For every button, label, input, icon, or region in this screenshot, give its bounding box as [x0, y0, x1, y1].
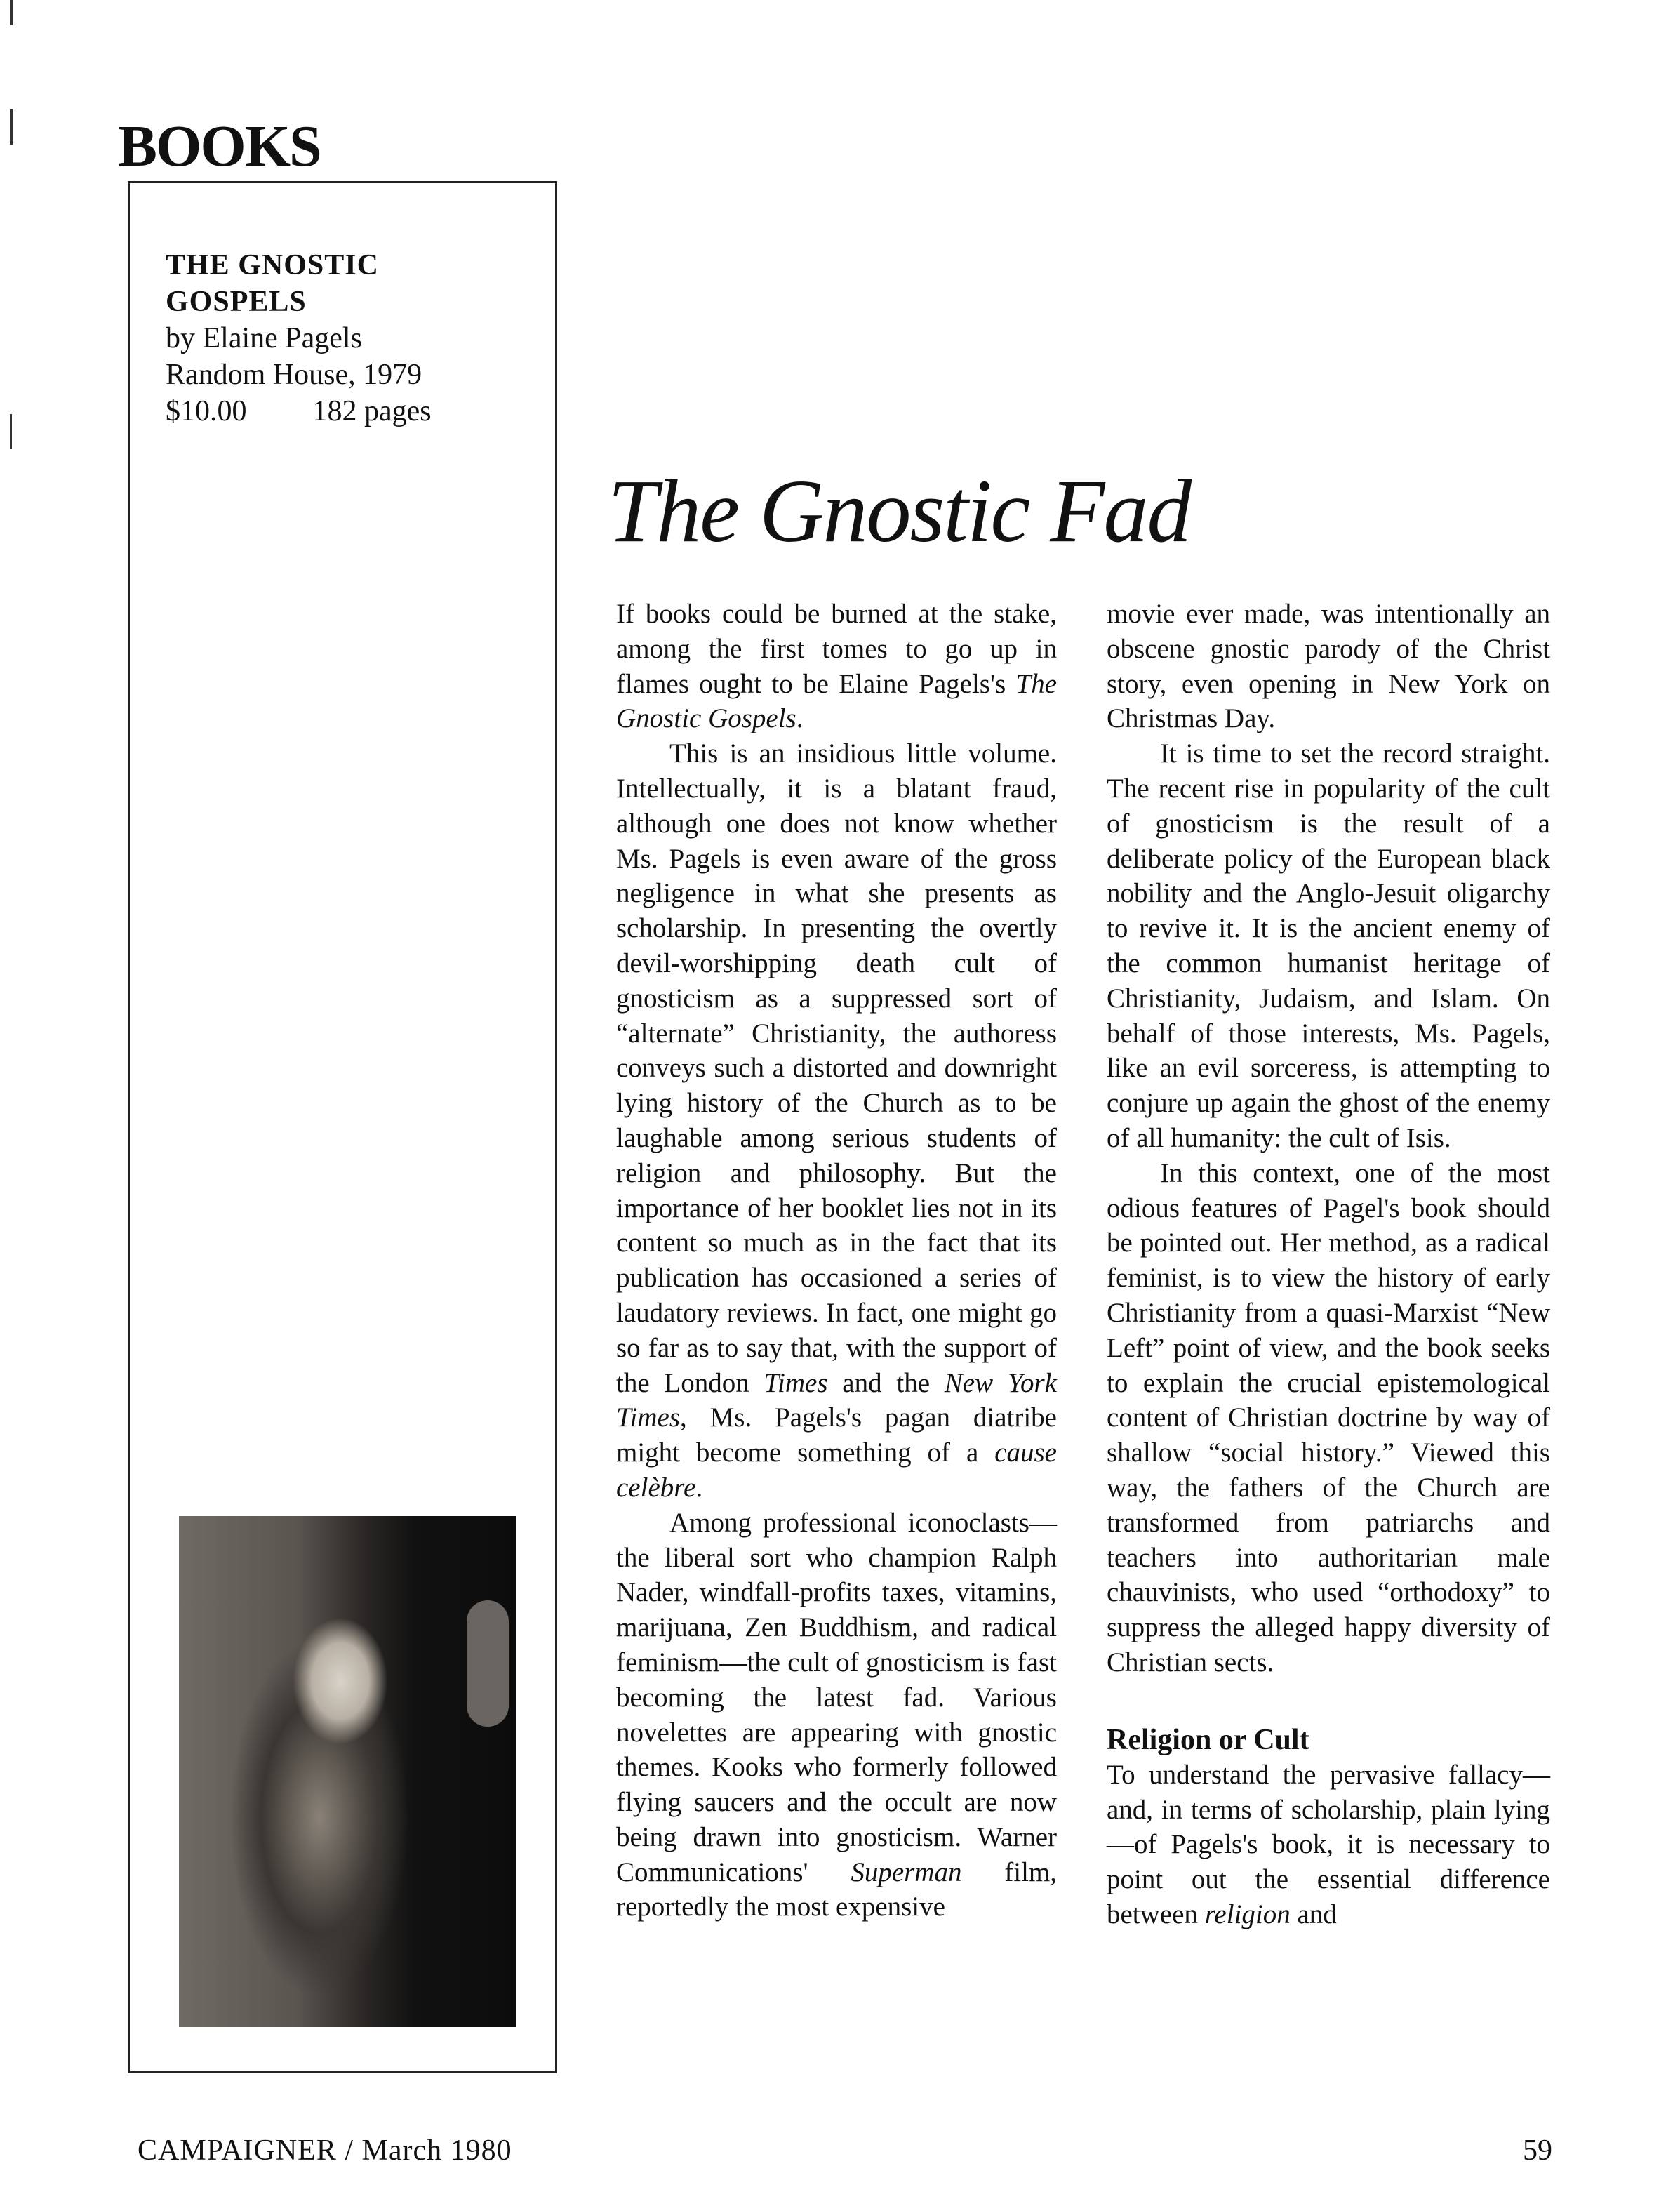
article-title: The Gnostic Fad — [608, 461, 1191, 561]
book-title-line2: GOSPELS — [166, 286, 307, 318]
col1-paragraph-3: Among professional iconoclasts—the liberal sort who champion Ralph Nader, windfall-profits taxes, vitamins, marijuana, Zen Buddhism, and radical feminism—the cult of gnosticism is fast becoming the latest fad. Various novelettes are appearing with gnostic themes. Kooks who formerly followed flying saucers and the occult are now being drawn into gnosticism. Warner Communications' Superman film, reportedly the most expensive — [616, 1507, 1058, 1922]
book-title-line1: THE GNOSTIC — [166, 249, 379, 281]
footer-publication: CAMPAIGNER / March 1980 — [138, 2134, 512, 2167]
book-pages: 182 pages — [312, 395, 432, 427]
book-info — [166, 247, 432, 430]
book-title-italic: The Gnostic Gospels — [616, 668, 1057, 734]
page-number: 59 — [1523, 2134, 1552, 2167]
article-column-1 — [616, 597, 1057, 1925]
book-price-row — [166, 393, 432, 430]
col2-paragraph-3: In this context, one of the most odious features of Pagel's book should be pointed out. Her method, as a radical feminist, is to view the history of early Christianity from a quasi-Marxist “New Left” point of view, and the book seeks to explain the crucial epistemological content of Christian doctrine by way of shallow “social history.” Viewed this way, the fathers of the Church are transformed from patriarchs and teachers into authoritarian male chauvinists, who used “orthodoxy” to suppress the alleged happy diversity of Christian sects. — [1107, 1157, 1550, 1678]
author-photo — [179, 1516, 516, 2027]
scan-edge-mark — [10, 109, 13, 145]
article-column-2 — [1107, 597, 1550, 1932]
book-author: by Elaine Pagels — [166, 322, 362, 354]
col2-paragraph-1: movie ever made, was intentionally an obscene gnostic parody of the Christ story, even opening in New York on Christmas Day. — [1107, 599, 1550, 734]
col1-paragraph-2: This is an insidious little volume. Intellectually, it is a blatant fraud, although one does not know whether Ms. Pagels is even aware of the gross negligence in what she presents as scholarship. In presenting the overtly devil-worshipping death cult of gnosticism as a suppressed sort of “alternate” Christianity, the authoress conveys such a distorted and downright lying history of the Church as to be laughable among serious students of religion and philosophy. But the importance of her booklet lies not in its content so much as in the fact that its publication has occasioned a series of laudatory reviews. In fact, one might go so far as to say that, with the support of the London Times and the New York Times, Ms. Pagels's pagan diatribe might become something of a cause celèbre. — [616, 738, 1057, 1503]
subhead-religion-or-cult: Religion or Cult — [1107, 1723, 1309, 1756]
col2-paragraph-2: It is time to set the record straight. The recent rise in popularity of the cult of gnosticism is the result of a deliberate policy of the European black nobility and the Anglo-Jesuit oligarchy to revive it. It is the ancient enemy of the common humanist heritage of Christianity, Judaism, and Islam. On behalf of those interests, Ms. Pagels, like an evil sorceress, is attempting to conjure up again the ghost of the enemy of all humanity: the cult of Isis. — [1107, 738, 1550, 1153]
scan-edge-mark — [10, 414, 12, 449]
book-price: $10.00 — [166, 395, 247, 427]
photo-hand-shape — [467, 1600, 509, 1727]
section-title: BOOKS — [118, 114, 321, 179]
scan-edge-mark — [10, 0, 13, 25]
col1-paragraph-1: If books could be burned at the stake, among the first tomes to go up in flames ought to be Elaine Pagels's The Gnostic Gospels. — [616, 599, 1057, 734]
book-publisher: Random House, 1979 — [166, 359, 422, 391]
col2-paragraph-4: To understand the pervasive fallacy—and, in terms of scholarship, plain lying—of Pagels's book, it is necessary to point out the essential difference between religion and — [1107, 1759, 1550, 1929]
